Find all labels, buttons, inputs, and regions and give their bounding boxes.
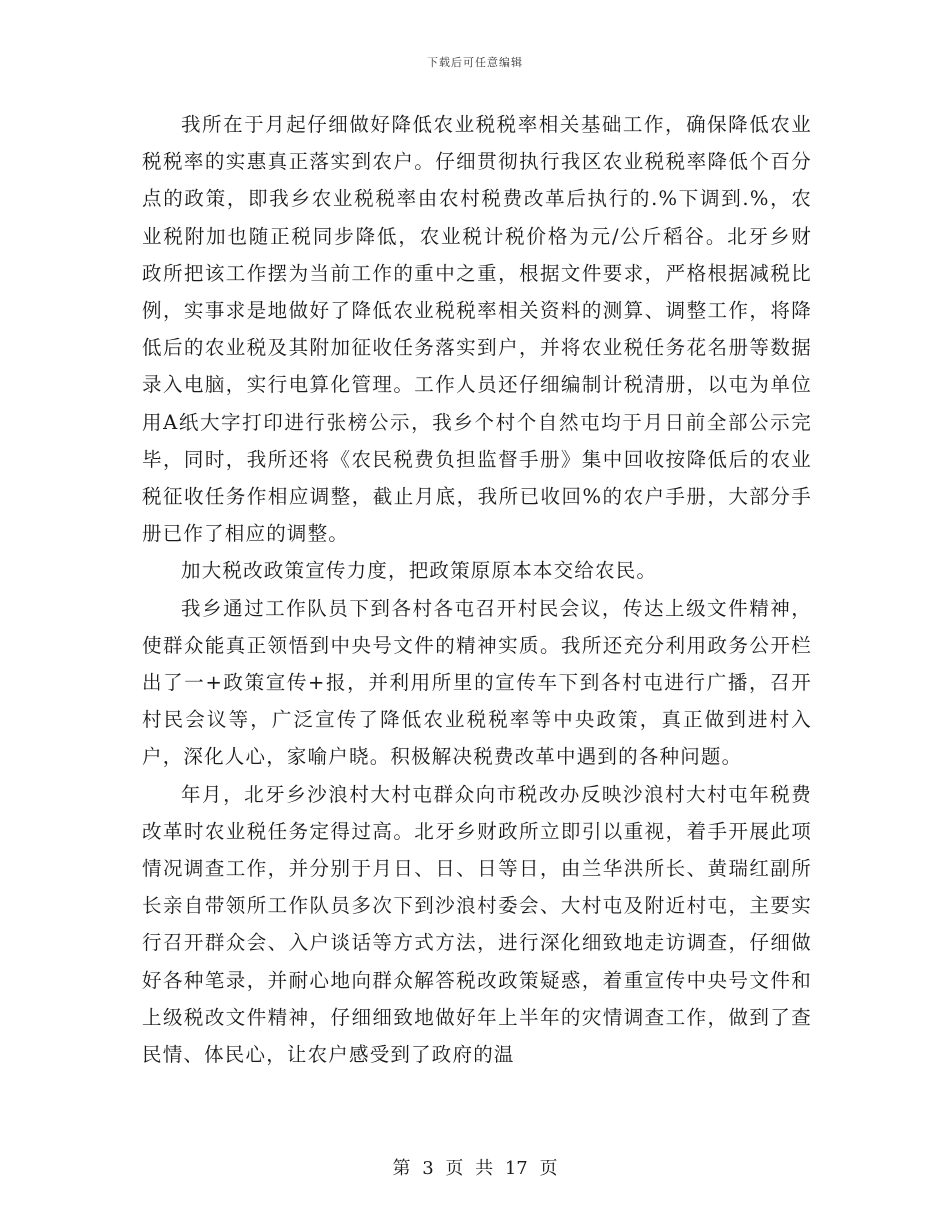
paragraph-investigation: 年月，北牙乡沙浪村大村屯群众向市税改办反映沙浪村大村屯年税费改革时农业税任务定得过高。北牙乡财政所立即引以重视，着手开展此项情况调查工作，并分别于月日、日、日等日，由兰华洪所长、黄瑞红副所长亲自带领所工作队员多次下到沙浪村委会、大村屯及附近村屯，主要实行召开群众会、入户谈话等方式方法，进行深化细致地走访调查，仔细做好各种笔录，并耐心地向群众解答税改政策疑惑，着重宣传中央号文件和上级税改文件精神，仔细细致地做好年上半年的灾情调查工作，做到了查民情、体民心，让农户感受到了政府的温: [142, 782, 812, 1067]
paragraph-policy-publicity: 我乡通过工作队员下到各村各屯召开村民会议，传达上级文件精神，使群众能真正领悟到中央号文件的精神实质。我所还充分利用政务公开栏出了一+政策宣传+报，并利用所里的宣传车下到各村屯进行广播，召开村民会议等，广泛宣传了降低农业税税率等中央政策，真正做到进村入户，深化人心，家喻户晓。积极解决税费改革中遇到的各种问题。: [142, 596, 812, 769]
page-number-footer: 第 3 页 共 17 页: [392, 1158, 558, 1179]
paragraph-policy-publicity-heading: 加大税改政策宣传力度，把政策原原本本交给农民。: [181, 559, 658, 583]
paragraph-tax-rate-reduction: 我所在于月起仔细做好降低农业税税率相关基础工作，确保降低农业税税率的实惠真正落实到农户。仔细贯彻执行我区农业税税率降低个百分点的政策，即我乡农业税税率由农村税费改革后执行的.%下调到.%，农业税附加也随正税同步降低，农业税计税价格为元/公斤稻谷。北牙乡财政所把该工作摆为当前工作的重中之重，根据文件要求，严格根据减税比例，实事求是地做好了降低农业税税率相关资料的测算、调整工作，将降低后的农业税及其附加征收任务落实到户，并将农业税任务花名册等数据录入电脑，实行电算化管理。工作人员还仔细编制计税清册，以屯为单位用A纸大字打印进行张榜公示，我乡个村个自然屯均于月日前全部公示完毕，同时，我所还将《农民税费负担监督手册》集中回收按降低后的农业税征收任务作相应调整，截止月底，我所已收回%的农户手册，大部分手册已作了相应的调整。: [142, 113, 812, 546]
document-body: [142, 106, 812, 1073]
page-header: 下载后可任意编辑: [427, 56, 523, 69]
